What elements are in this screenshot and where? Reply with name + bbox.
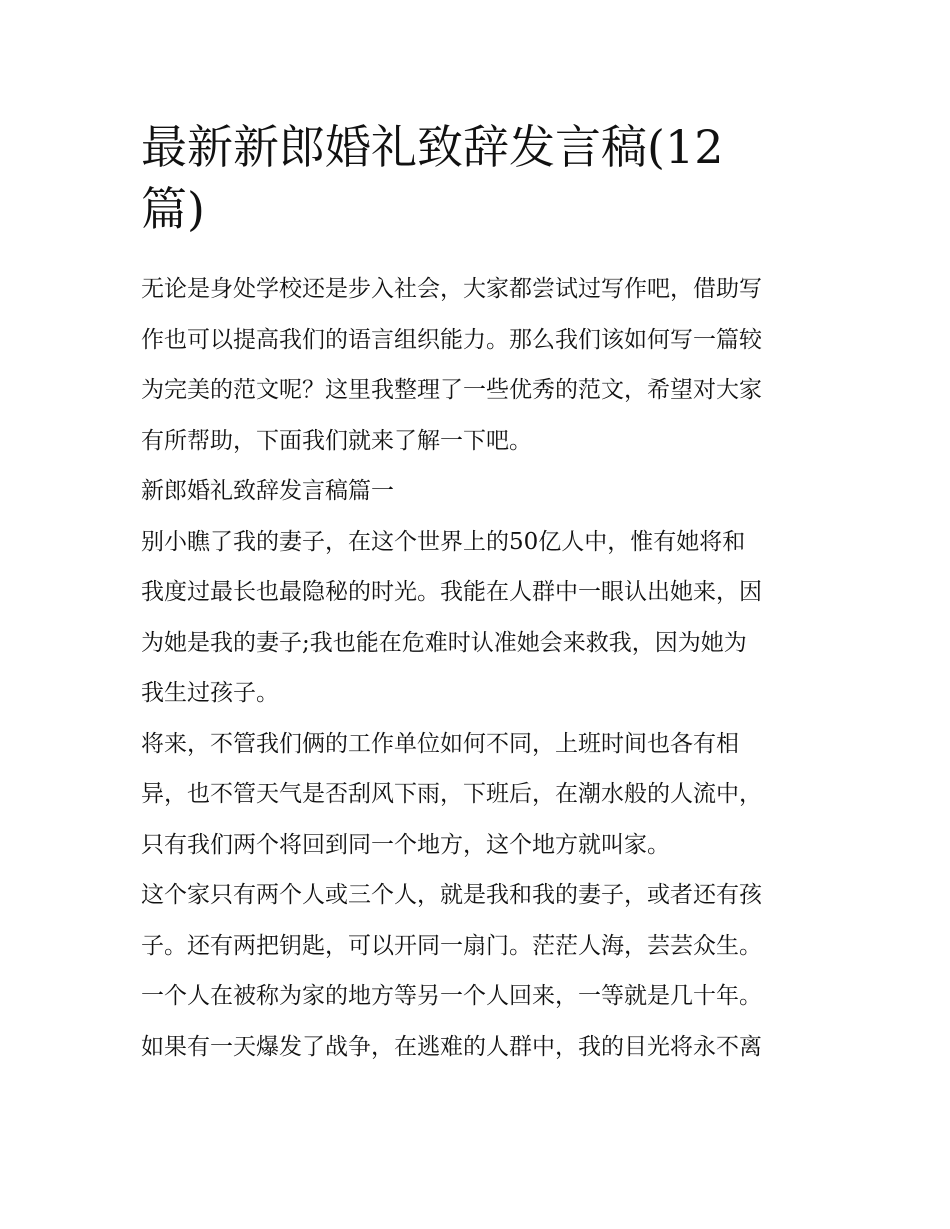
text-line: 为完美的范文呢？这里我整理了一些优秀的范文，希望对大家 [141,377,762,403]
title-line: 最新新郎婚礼致辞发言稿(12 [141,120,724,174]
intro-paragraph [141,264,813,466]
text-line: 为她是我的妻子;我也能在危难时认准她会来救我，因为她为 [141,629,747,656]
text-line: 如果有一天爆发了战争，在逃难的人群中，我的目光将永不离 [141,1033,762,1060]
paragraph-list [141,264,813,1072]
text-line: 我生过孩子。 [141,680,279,706]
text-line: 别小瞧了我的妻子，在这个世界上的50亿人中，惟有她将和 [141,528,746,555]
text-line: 只有我们两个将回到同一个地方，这个地方就叫家。 [141,831,670,858]
title-line: 篇) [141,182,205,236]
text-line: 无论是身处学校还是步入社会，大家都尝试过写作吧，借助写 [141,276,762,302]
document-body [141,116,813,1072]
text-line: 一个人在被称为家的地方等另一个人回来，一等就是几十年。 [141,983,762,1009]
document-title [141,116,813,240]
text-line: 作也可以提高我们的语言组织能力。那么我们该如何写一篇较 [141,326,762,353]
text-line: 将来，不管我们俩的工作单位如何不同，上班时间也各有相 [141,730,739,757]
body-paragraph [141,517,813,719]
text-line: 异，也不管天气是否刮风下雨，下班后，在潮水般的人流中， [141,781,762,807]
section-heading [141,466,813,517]
text-line: 新郎婚礼致辞发言稿篇一 [141,478,394,504]
text-line: 我度过最长也最隐秘的时光。我能在人群中一眼认出她来，因 [141,579,762,605]
body-paragraph [141,870,813,1072]
text-line: 这个家只有两个人或三个人，就是我和我的妻子，或者还有孩 [141,882,762,908]
body-paragraph [141,719,813,871]
text-line: 子。还有两把钥匙，可以开同一扇门。茫茫人海，芸芸众生。 [141,932,762,959]
text-line: 有所帮助，下面我们就来了解一下吧。 [141,427,532,454]
